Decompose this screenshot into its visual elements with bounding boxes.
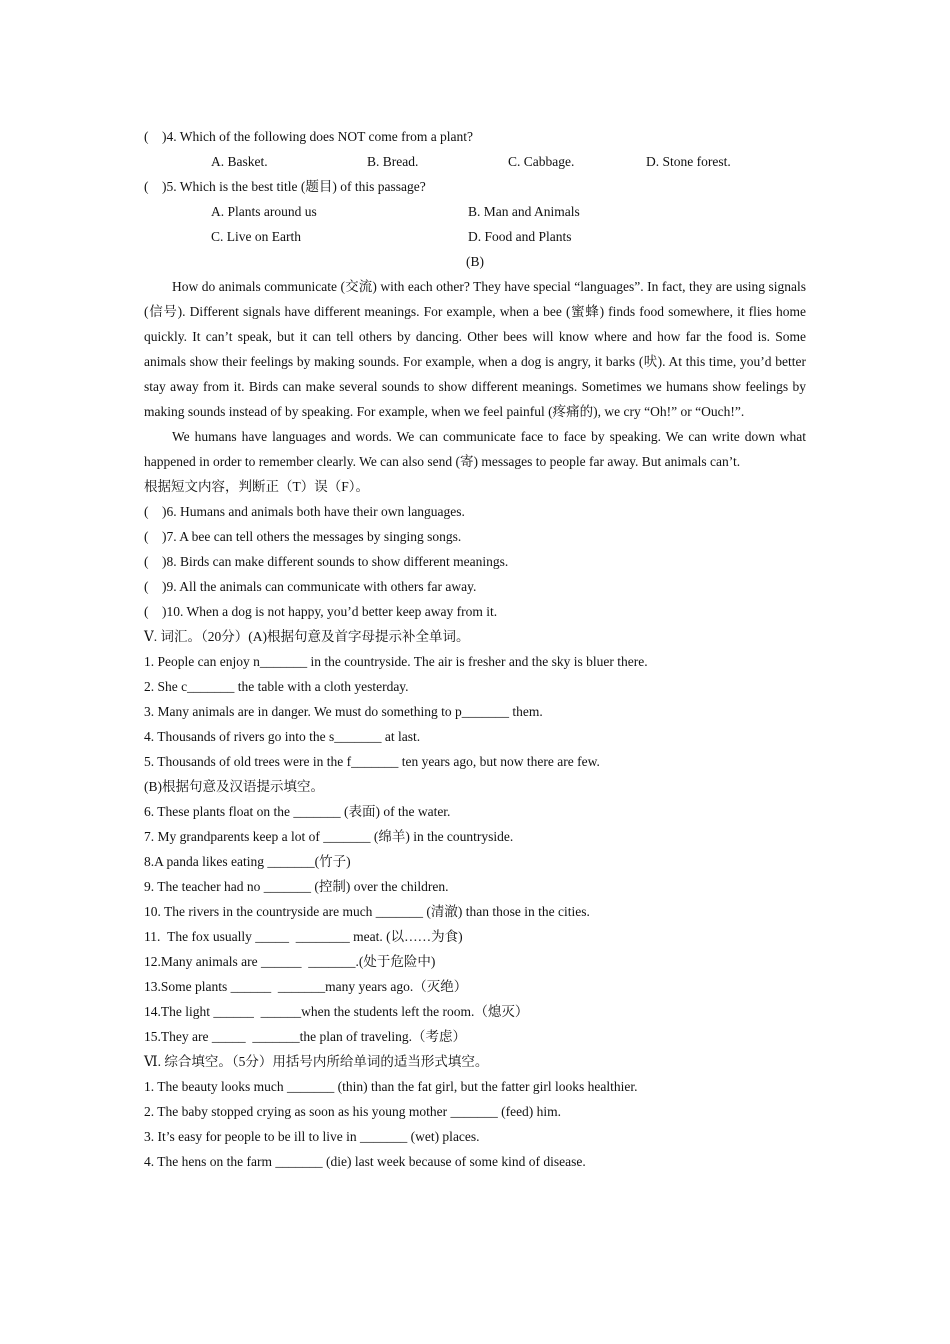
option-b: B. Bread.: [367, 154, 419, 169]
option-d: D. Food and Plants: [468, 229, 572, 244]
true-false-item: ( )8. Birds can make different sounds to show different meanings.: [144, 554, 509, 569]
vocab-item: 4. Thousands of rivers go into the s_______ at last.: [144, 729, 421, 744]
vocab-item: 14.The light ______ ______when the students left the room.（熄灭）: [144, 1004, 529, 1019]
fill-item: 2. The baby stopped crying as soon as his young mother _______ (feed) him.: [144, 1104, 562, 1119]
option-c: C. Cabbage.: [508, 154, 575, 169]
section-6-heading: Ⅵ. 综合填空。（5分）用括号内所给单词的适当形式填空。: [144, 1054, 489, 1069]
worksheet-content: [144, 124, 806, 1174]
vocab-item: 11. The fox usually _____ ________ meat. (以……为食): [144, 929, 463, 944]
fill-item: 1. The beauty looks much _______ (thin) than the fat girl, but the fatter girl looks healthier.: [144, 1079, 638, 1094]
vocab-item: 13.Some plants ______ _______many years ago.（灭绝）: [144, 979, 468, 994]
vocab-item: 10. The rivers in the countryside are much _______ (清澈) than those in the cities.: [144, 904, 590, 919]
question-5: ( )5. Which is the best title (题目) of this passage?: [144, 179, 426, 194]
true-false-item: ( )9. All the animals can communicate with others far away.: [144, 579, 477, 594]
passage-b-paragraph-2: We humans have languages and words. We can communicate face to face by speaking. We can write down what happened in order to remember clearly. We can also send (寄) messages to people far away. But animals can’t.: [144, 429, 806, 469]
fill-item: 3. It’s easy for people to be ill to live in _______ (wet) places.: [144, 1129, 480, 1144]
question-4-options: [144, 149, 806, 174]
true-false-item: ( )10. When a dog is not happy, you’d better keep away from it.: [144, 604, 498, 619]
vocab-item: 12.Many animals are ______ _______.(处于危险中): [144, 954, 436, 969]
vocab-item: 7. My grandparents keep a lot of _______ (绵羊) in the countryside.: [144, 829, 514, 844]
section-5-heading: Ⅴ. 词汇。（20分）(A)根据句意及首字母提示补全单词。: [144, 629, 470, 644]
vocab-item: 1. People can enjoy n_______ in the countryside. The air is fresher and the sky is bluer there.: [144, 654, 648, 669]
question-4: ( )4. Which of the following does NOT come from a plant?: [144, 129, 474, 144]
option-d: D. Stone forest.: [646, 154, 731, 169]
vocab-item: 15.They are _____ _______the plan of traveling.（考虑）: [144, 1029, 467, 1044]
section-5b-heading: (B)根据句意及汉语提示填空。: [144, 779, 324, 794]
vocab-item: 5. Thousands of old trees were in the f_______ ten years ago, but now there are few.: [144, 754, 600, 769]
vocab-item: 9. The teacher had no _______ (控制) over the children.: [144, 879, 449, 894]
option-b: B. Man and Animals: [468, 204, 580, 219]
true-false-instruction: 根据短文内容，判断正（T）误（F）。: [144, 479, 370, 494]
passage-b-paragraph-1: How do animals communicate (交流) with each other? They have special “languages”. In fact, they are using signals (信号). Different signals have different meanings. For example, when a bee (蜜蜂) finds food somewhere, it flies home quickly. It can’t speak, but it can tell others by dancing. Other bees will know where and how far the food is. Some animals show their feelings by making sounds. For example, when a dog is angry, it barks (吠). At this time, you’d better stay away from it. Birds can make several sounds to show different meanings. Sometimes we humans show feelings by making sounds instead of by speaking. For example, when we feel painful (疼痛的), we cry “Oh!” or “Ouch!”.: [144, 279, 806, 419]
question-5-options-row1: [144, 199, 806, 224]
fill-item: 4. The hens on the farm _______ (die) last week because of some kind of disease.: [144, 1154, 586, 1169]
vocab-item: 6. These plants float on the _______ (表面) of the water.: [144, 804, 451, 819]
question-5-options-row2: [144, 224, 806, 249]
true-false-item: ( )6. Humans and animals both have their own languages.: [144, 504, 465, 519]
true-false-item: ( )7. A bee can tell others the messages by singing songs.: [144, 529, 462, 544]
vocab-item: 2. She c_______ the table with a cloth yesterday.: [144, 679, 409, 694]
option-a: A. Plants around us: [211, 204, 317, 219]
vocab-item: 8.A panda likes eating _______(竹子): [144, 854, 351, 869]
passage-b-heading: (B): [466, 254, 484, 269]
option-c: C. Live on Earth: [211, 229, 301, 244]
option-a: A. Basket.: [211, 154, 268, 169]
vocab-item: 3. Many animals are in danger. We must do something to p_______ them.: [144, 704, 543, 719]
